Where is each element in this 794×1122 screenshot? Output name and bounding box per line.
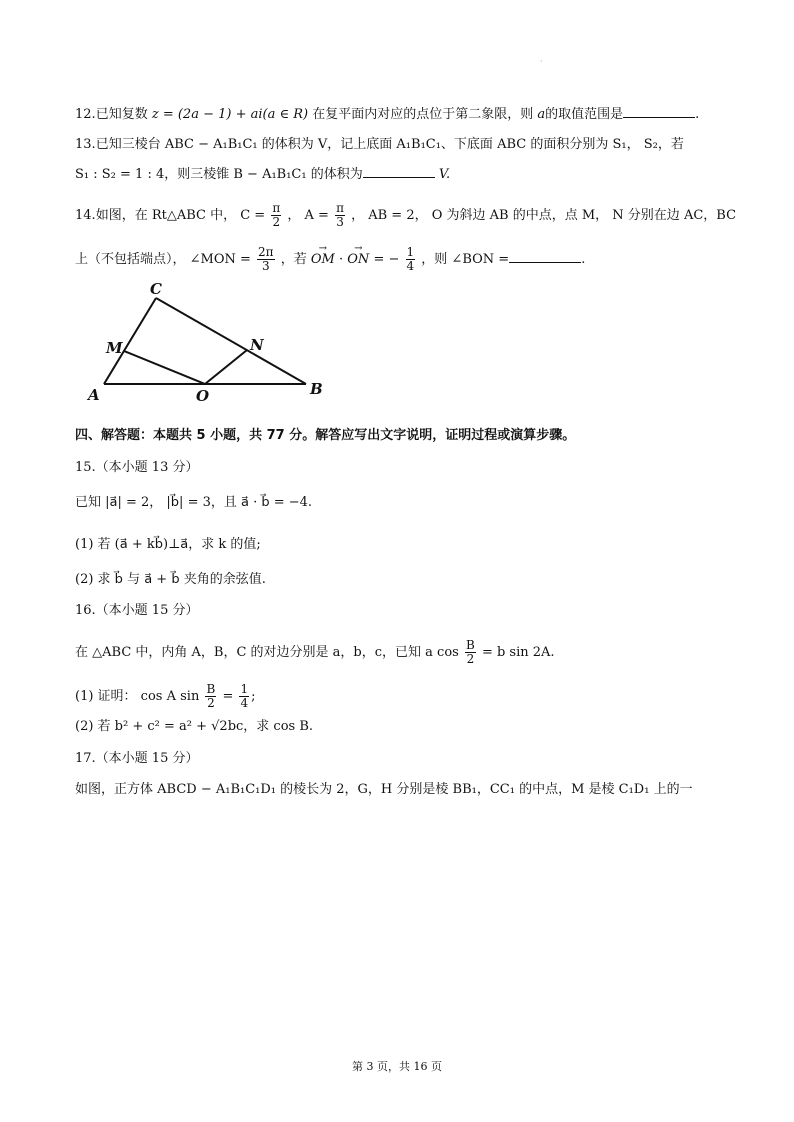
q14-end: . (581, 252, 586, 267)
q12-number: 12. (75, 107, 96, 122)
page-footer: 第 3 页，共 16 页 (352, 1060, 442, 1073)
fraction-den: 3 (336, 215, 344, 229)
label-b: B (310, 380, 323, 398)
vector-om: → OM (311, 251, 335, 269)
answer-blank (363, 164, 435, 178)
q13-line1: 已知三棱台 ABC − A₁B₁C₁ 的体积为 V，记上底面 A₁B₁C₁、下底面 ABC 的面积分别为 S₁， S₂，若 (95, 137, 684, 152)
q16-part-2: (2) 若 b² + c² = a² + √2bc，求 cos B. (75, 719, 314, 734)
q15-part-1: (1) 若 (a⃗ + kb⃗)⊥a⃗，求 k 的值; (75, 537, 261, 552)
answer-blank (623, 104, 695, 118)
equals-minus: = − (373, 252, 400, 267)
vector-on: → ON (347, 251, 369, 269)
q14-line2b: ，若 (280, 252, 307, 267)
equals: = (222, 689, 234, 704)
fraction-den: 3 (261, 259, 270, 273)
fraction-a (335, 202, 345, 229)
q13-line2a: S₁ : S₂ = 1 : 4，则三棱锥 B − A₁B₁C₁ 的体积为 (75, 167, 363, 182)
question-13-line-2 (75, 164, 450, 184)
triangle-figure (84, 280, 334, 405)
q12-formula: z = (2a − 1) + ai(a ∈ R) (151, 107, 309, 122)
fraction-num: B (465, 638, 475, 652)
label-a: A (88, 386, 100, 404)
q14-line1a: 如图，在 Rt△ABC 中， C = (95, 208, 266, 223)
q12-tail: 的取值范围是 (545, 107, 624, 122)
fraction-num: B (206, 682, 216, 696)
fraction-den: 4 (406, 259, 415, 273)
fraction-num: π (336, 201, 344, 215)
question-14-line-1 (75, 202, 736, 229)
q12-lead: 已知复数 (95, 107, 148, 122)
fraction-den: 2 (207, 696, 215, 710)
q12-var: a (537, 107, 546, 122)
q17-line-1: 如图，正方体 ABCD − A₁B₁C₁D₁ 的棱长为 2，G，H 分别是棱 BB₁，CC₁ 的中点，M 是棱 C₁D₁ 上的一 (75, 782, 693, 797)
q14-number: 14. (75, 208, 96, 223)
label-m: M (106, 339, 123, 357)
fraction-den: 4 (240, 696, 249, 710)
fraction-num: π (272, 201, 281, 215)
q16-given (75, 639, 555, 666)
scan-speck: · (540, 57, 543, 66)
q14-line1c: ， AB = 2， O 为斜边 AB 的中点，点 M， N 分别在边 AC，BC (351, 208, 737, 223)
q14-line2c: ，则 ∠BON = (421, 252, 510, 267)
section-heading: 四、解答题：本题共 5 小题，共 77 分。解答应写出文字说明，证明过程或演算步骤。 (75, 428, 576, 443)
label-o: O (196, 387, 210, 405)
q16-header: 16.（本小题 15 分） (75, 603, 199, 618)
q13-line2b: V. (438, 167, 451, 182)
q17-header: 17.（本小题 15 分） (75, 751, 199, 766)
answer-blank (509, 249, 581, 263)
q13-number: 13. (75, 137, 96, 152)
fraction-mon (257, 246, 275, 273)
segment-cb (156, 298, 306, 384)
fraction-den: 2 (466, 652, 475, 666)
q15-given: 已知 |a⃗| = 2， |b⃗| = 3，且 a⃗ · b⃗ = −4. (75, 495, 313, 510)
q16-given-b: = b sin 2A. (481, 645, 555, 660)
q12-middle: 在复平面内对应的点位于第二象限，则 (312, 107, 534, 122)
fraction-b-half-2 (205, 683, 216, 710)
dot-operator: · (338, 252, 344, 267)
label-n: N (250, 336, 264, 354)
question-13-line-1 (75, 136, 684, 154)
q16-p1-a: (1) 证明： cos A sin (75, 689, 200, 704)
fraction-one-quarter (239, 683, 249, 710)
q15-header: 15.（本小题 13 分） (75, 460, 199, 475)
fraction-den: 2 (272, 215, 281, 229)
fraction-c (271, 202, 281, 229)
q12-end: . (695, 107, 700, 122)
q14-line1b: ， A = (287, 208, 329, 223)
fraction-num: 1 (240, 682, 249, 696)
q16-part-1 (75, 683, 256, 710)
fraction-b-half (465, 639, 476, 666)
segment-mo (124, 351, 205, 384)
fraction-num: 2π (258, 245, 274, 259)
question-14-line-2 (75, 246, 585, 273)
fraction-num: 1 (406, 245, 415, 259)
question-12 (75, 104, 699, 124)
label-c: C (150, 280, 162, 298)
q16-p1-end: ; (251, 689, 256, 704)
segment-on (205, 350, 247, 384)
q16-given-a: 在 △ABC 中，内角 A，B，C 的对边分别是 a，b，c，已知 a cos (75, 645, 459, 660)
q15-part-2: (2) 求 b⃗ 与 a⃗ + b⃗ 夹角的余弦值. (75, 572, 266, 587)
fraction-quarter (406, 246, 416, 273)
q14-line2a: 上（不包括端点）， ∠MON = (75, 252, 251, 267)
